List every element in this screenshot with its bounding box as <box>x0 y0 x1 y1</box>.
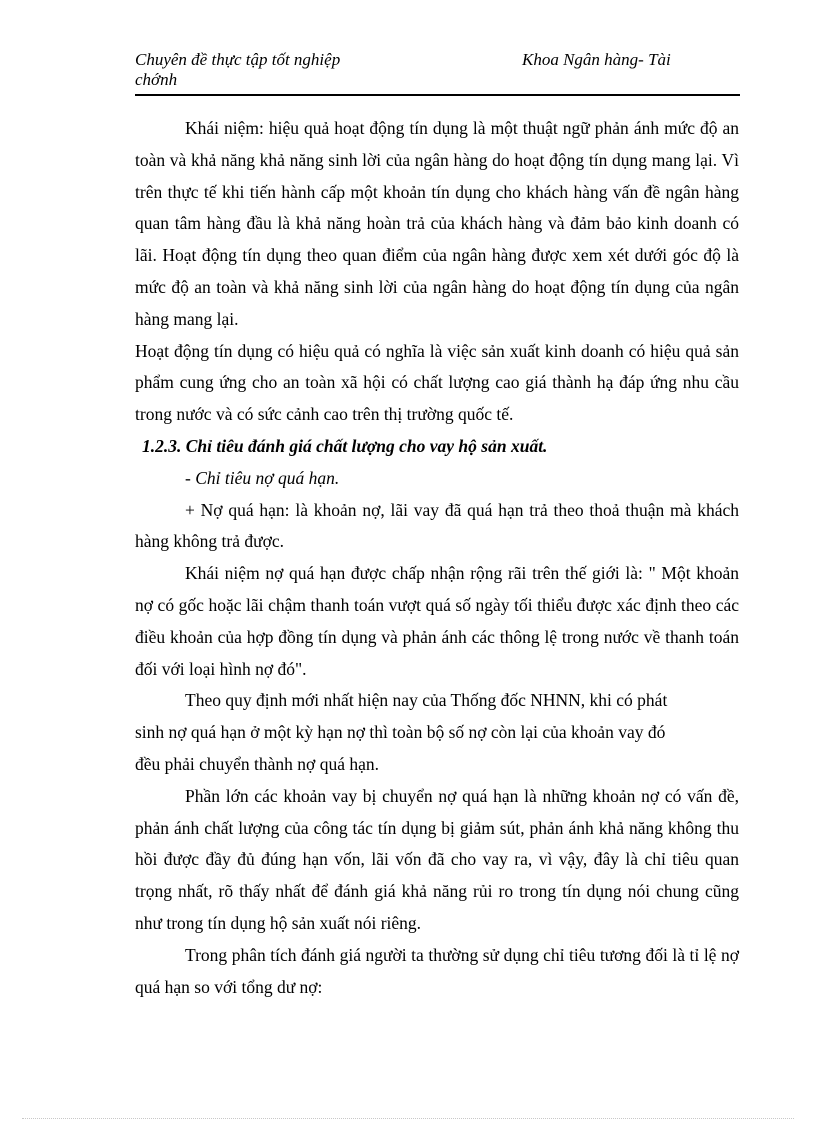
paragraph-effective-credit: Hoạt động tín dụng có hiệu quả có nghĩa là việc sản xuất kinh doanh có hiệu quả sản phẩm cung ứng cho an toàn xã hội có chất lượng cao giá thành hạ đáp ứng nhu cầu trong nước và có sức cảnh cao trên thị trường quốc tế. <box>135 340 739 425</box>
page-header <box>135 50 740 96</box>
paragraph-ratio-intro: Trong phân tích đánh giá người ta thường sử dụng chỉ tiêu tương đối là tỉ lệ nợ quá hạn so với tổng dư nợ: <box>135 944 739 997</box>
page-bottom-border <box>22 1118 794 1119</box>
section-heading: 1.2.3. Chỉ tiêu đánh giá chất lượng cho vay hộ sản xuất. <box>142 435 548 456</box>
paragraph-overdue-debt: + Nợ quá hạn: là khoản nợ, lãi vay đã quá hạn trả theo thoả thuận mà khách hàng không trả được. <box>135 499 739 552</box>
paragraph-regulation-line-1: Theo quy định mới nhất hiện nay của Thống đốc NHNN, khi có phát <box>185 690 668 711</box>
paragraph-overdue-concept: Khái niệm nợ quá hạn được chấp nhận rộng rãi trên thế giới là: " Một khoản nợ có gốc hoặc lãi chậm thanh toán vượt quá số ngày tối thiểu được xác định theo các điều khoản của hợp đồng tín dụng và phản ánh các thông lệ trong nước về thanh toán đối với loại hình nợ đó". <box>135 563 739 679</box>
header-right-title: Khoa Ngân hàng- Tài <box>522 50 671 69</box>
document-body <box>135 113 739 1003</box>
paragraph-regulation-line-3: đều phải chuyển thành nợ quá hạn. <box>135 753 379 774</box>
header-left-title: Chuyên đề thực tập tốt nghiệp chớnh <box>135 50 341 89</box>
subheading-overdue-indicator: - Chỉ tiêu nợ quá hạn. <box>185 467 340 488</box>
paragraph-definition: Khái niệm: hiệu quả hoạt động tín dụng là một thuật ngữ phản ánh mức độ an toàn và khả năng khả năng sinh lời của ngân hàng do hoạt động tín dụng mang lại. Vì trên thực tế khi tiến hành cấp một khoản tín dụng cho khách hàng vấn đề ngân hàng quan tâm hàng đầu là khả năng hoàn trả của khách hàng và đảm bảo kinh doanh có lãi. Hoạt động tín dụng theo quan điểm của ngân hàng được xem xét dưới góc độ là mức độ an toàn và khả năng sinh lời của ngân hàng do hoạt động tín dụng của ngân hàng mang lại. <box>135 118 739 329</box>
paragraph-overdue-importance: Phần lớn các khoản vay bị chuyển nợ quá hạn là những khoản nợ có vấn đề, phản ánh chất lượng của công tác tín dụng bị giảm sút, phản ánh khả năng không thu hồi được đầy đủ đúng hạn vốn, lãi vốn đã cho vay ra, vì vậy, đây là chỉ tiêu quan trọng nhất, rõ thấy nhất để đánh giá khả năng rủi ro trong tín dụng nói chung cũng như trong tín dụng hộ sản xuất nói riêng. <box>135 785 739 933</box>
paragraph-regulation-line-2: sinh nợ quá hạn ở một kỳ hạn nợ thì toàn bộ số nợ còn lại của khoản vay đó <box>135 722 666 743</box>
paragraph-regulation <box>135 685 739 780</box>
